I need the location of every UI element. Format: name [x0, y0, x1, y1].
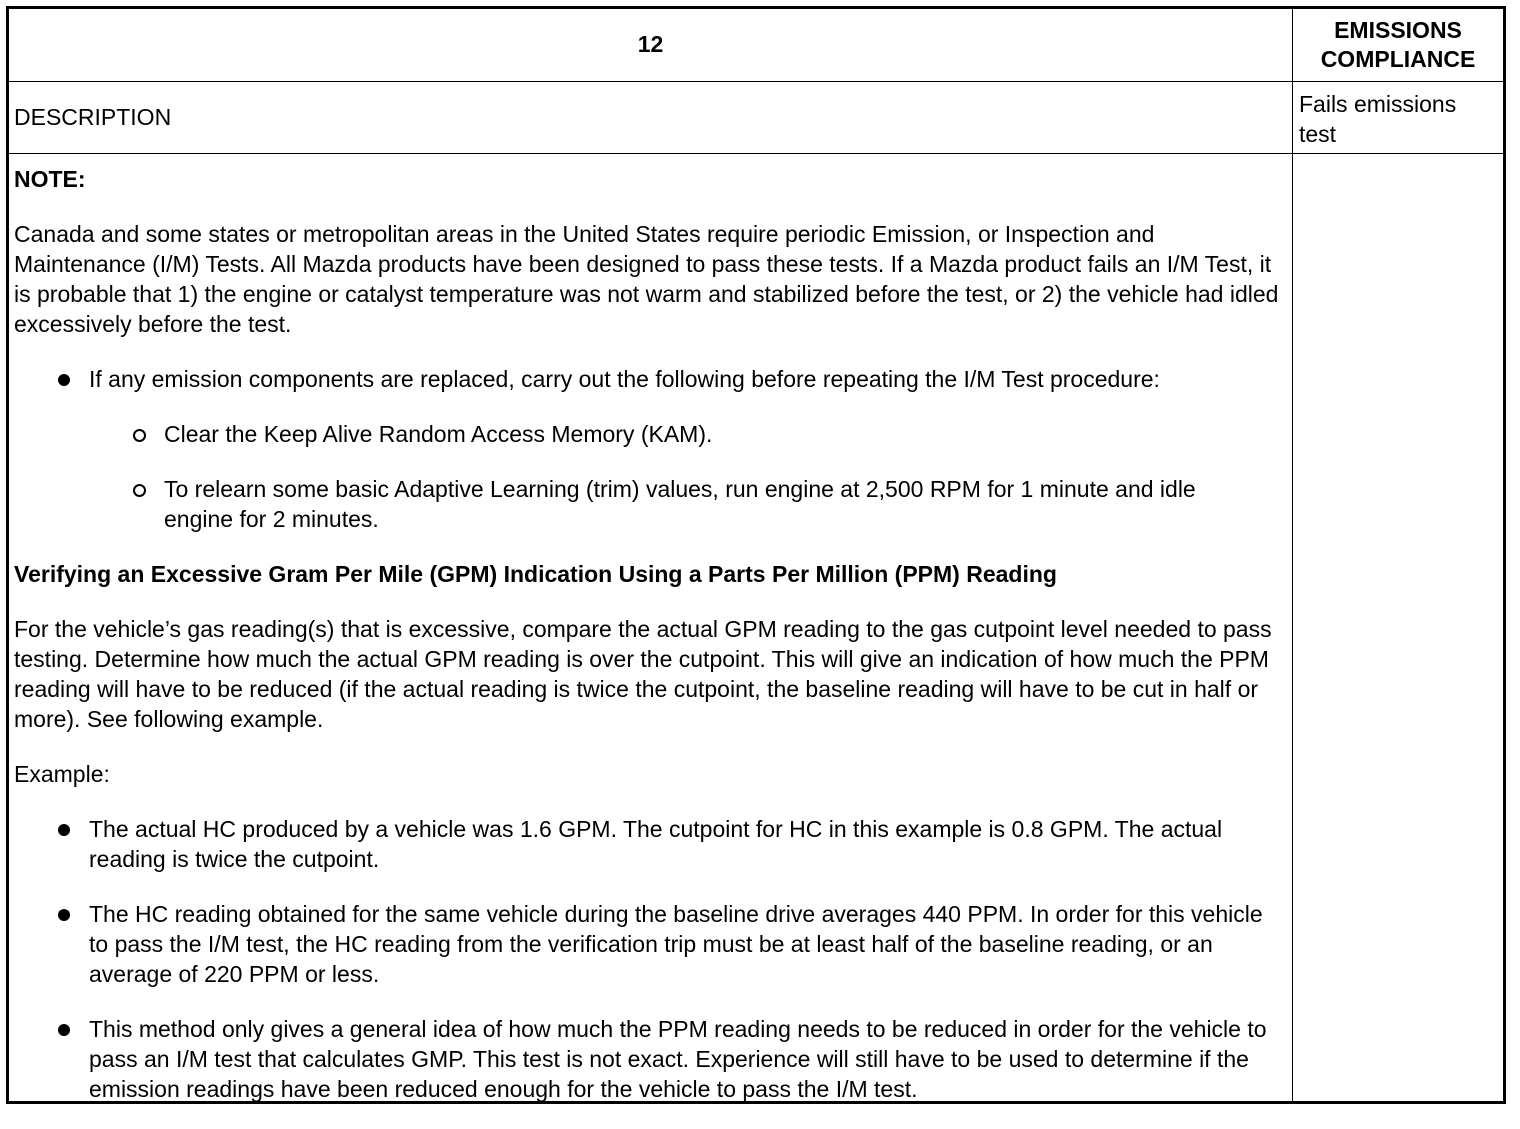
description-row — [9, 82, 1503, 154]
list-item — [89, 419, 1282, 449]
body-left-cell — [9, 154, 1293, 1101]
example-label: Example: — [14, 761, 110, 787]
list-item — [14, 1014, 1282, 1104]
body-text — [14, 164, 1282, 1129]
example-bullet-text: This method only gives a general idea of how much the PPM reading needs to be reduced in order for the vehicle to pass an I/M test that calculates GMP. This test is not exact. Experience will still have to be used to determine if the emission readings have been reduced enough for the vehicle to pass the I/M test. — [89, 1016, 1267, 1102]
example-bullet-text: The HC reading obtained for the same vehicle during the baseline drive averages 440 PPM. In order for this vehicle to pass the I/M test, the HC reading from the verification trip must be at least half of the baseline reading, or an average of 220 PPM or less. — [89, 901, 1263, 987]
body-right-cell — [1293, 154, 1503, 1101]
section-title-line1: EMISSIONS — [1334, 17, 1462, 43]
header-right-cell — [1293, 9, 1503, 81]
list-item — [14, 814, 1282, 874]
bullet-ring-icon — [133, 429, 146, 442]
section-title-line2: COMPLIANCE — [1320, 46, 1476, 72]
list-item — [89, 474, 1282, 534]
method-paragraph: For the vehicle’s gas reading(s) that is excessive, compare the actual GPM reading to the gas cutpoint level needed to pass testing. Determine how much the actual GPM reading is over the cutpoint. This will give an indication of how much the PPM reading will have to be reduced (if the actual reading is twice the cutpoint, the baseline reading will have to be cut in half or more). See following example. — [14, 616, 1272, 732]
example-bullet-text: The actual HC produced by a vehicle was 1.6 GPM. The cutpoint for HC in this example is 0.8 GPM. The actual reading is twice the cutpoint. — [89, 816, 1223, 872]
symptom-text: Fails emissions test — [1299, 91, 1457, 147]
intro-paragraph: Canada and some states or metropolitan areas in the United States require periodic Emission, or Inspection and Maintenance (I/M) Tests. All Mazda products have been designed to pass these tests. If a Mazda product fails an I/M Test, it is probable that 1) the engine or catalyst temperature was not warm and stabilized before the test, or 2) the vehicle had idled excessively before the test. — [14, 221, 1279, 337]
page-number: 12 — [637, 31, 664, 57]
replace-bullet-text: If any emission components are replaced, carry out the following before repeating the I/M Test procedure: — [89, 366, 1160, 392]
description-label: DESCRIPTION — [14, 104, 172, 130]
example-bullet-list — [14, 814, 1282, 1104]
gpm-ppm-subheading: Verifying an Excessive Gram Per Mile (GPM) Indication Using a Parts Per Million (PPM) Reading — [14, 561, 1057, 587]
description-right-cell — [1293, 82, 1503, 153]
list-item — [14, 364, 1282, 534]
bullet-dot-icon — [58, 909, 70, 921]
sub-bullet-text: Clear the Keep Alive Random Access Memory (KAM). — [164, 421, 713, 447]
bullet-dot-icon — [58, 1024, 70, 1036]
body-row — [9, 154, 1503, 1101]
sub-bullet-text: To relearn some basic Adaptive Learning (trim) values, run engine at 2,500 RPM for 1 minute and idle engine for 2 minutes. — [164, 476, 1196, 532]
description-left-cell — [9, 82, 1293, 153]
bullet-ring-icon — [133, 484, 146, 497]
note-label: NOTE: — [14, 166, 86, 192]
list-item — [14, 899, 1282, 989]
replace-bullet-list — [14, 364, 1282, 534]
document-table — [6, 6, 1506, 1104]
bullet-dot-icon — [58, 824, 70, 836]
header-row — [9, 9, 1503, 82]
sub-bullet-list — [89, 419, 1282, 534]
section-title — [1293, 16, 1503, 74]
bullet-dot-icon — [58, 374, 70, 386]
header-left-cell — [9, 9, 1293, 81]
